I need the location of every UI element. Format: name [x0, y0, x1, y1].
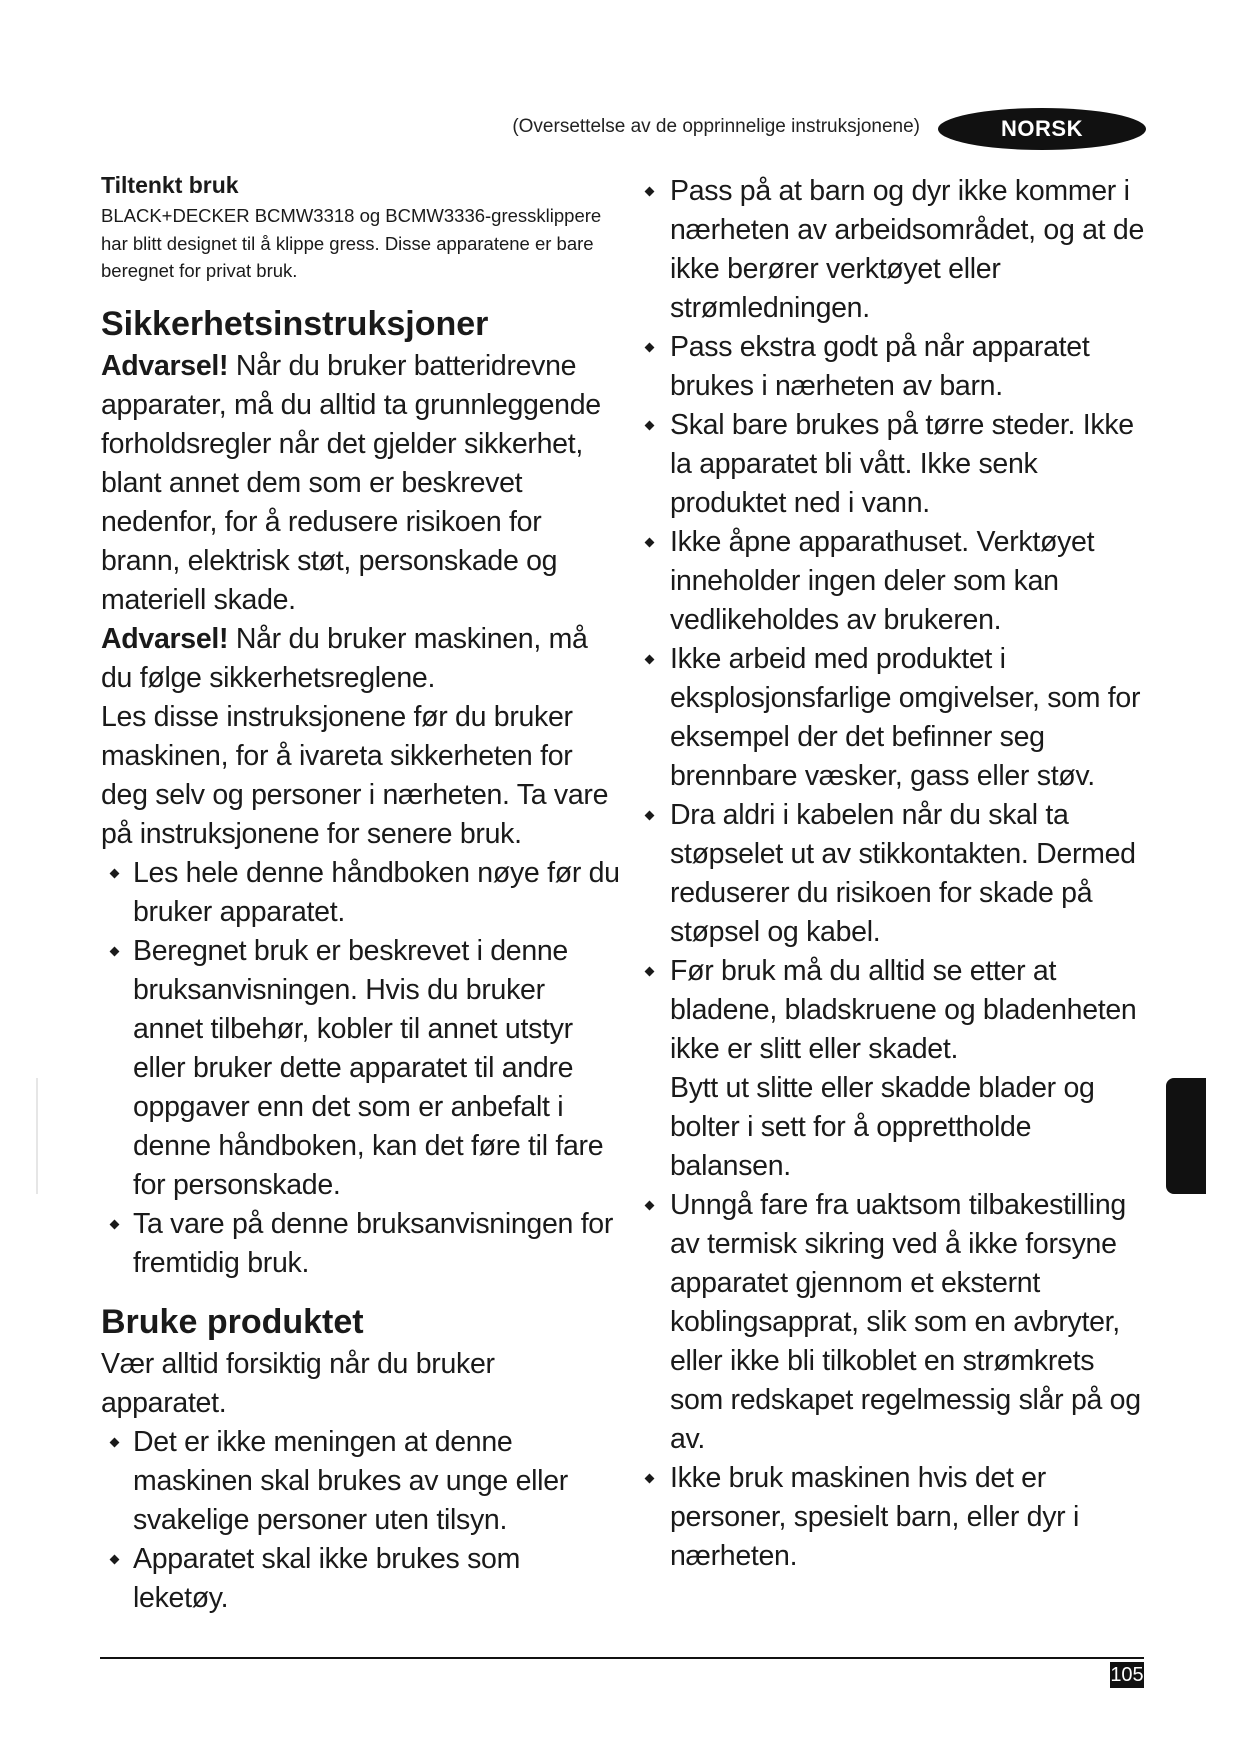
- diamond-bullet-icon: [110, 1554, 120, 1564]
- diamond-bullet-icon: [645, 538, 655, 548]
- using-title: Bruke produktet: [101, 1302, 364, 1341]
- list-item-text: Ikke bruk maskinen hvis det er personer, spesielt barn, eller dyr i nærheten.: [670, 1462, 1079, 1572]
- diamond-bullet-icon: [645, 1474, 655, 1484]
- safety-title: Sikkerhetsinstruksjoner: [101, 304, 489, 343]
- left-column: [101, 172, 621, 1618]
- diamond-bullet-icon: [645, 967, 655, 977]
- warning-2-label: Advarsel!: [101, 622, 229, 655]
- page-number: 105: [1110, 1662, 1144, 1688]
- diamond-bullet-icon: [645, 811, 655, 821]
- list-item-text: Les hele denne håndboken nøye før du bruker apparatet.: [133, 856, 620, 928]
- list-item: [642, 1459, 1147, 1576]
- list-item-text: Ikke arbeid med produktet i eksplosjonsfarlige omgivelser, som for eksempel der det befinner seg brennbare væsker, gass eller støv.: [670, 643, 1141, 792]
- diamond-bullet-icon: [110, 1437, 120, 1447]
- list-item-text: Beregnet bruk er beskrevet i denne bruksanvisningen. Hvis du bruker annet tilbehør, kobler til annet utstyr eller bruker dette apparatet til andre oppgaver enn det som er anbefalt i denne håndboken, kan det føre til fare for personskade.: [133, 934, 604, 1201]
- list-item: [642, 952, 1147, 1069]
- list-item-text: Apparatet skal ikke brukes som leketøy.: [133, 1542, 521, 1614]
- warning-1-label: Advarsel!: [101, 349, 229, 382]
- right-bullet-list-2: [642, 1186, 1147, 1576]
- list-item: [642, 523, 1147, 640]
- list-item: [642, 640, 1147, 796]
- list-item-text: Ikke åpne apparathuset. Verktøyet inneholder ingen deler som kan vedlikeholdes av brukeren.: [670, 526, 1095, 636]
- list-item-text: Det er ikke meningen at denne maskinen skal brukes av unge eller svakelige personer uten tilsyn.: [133, 1425, 568, 1536]
- list-item-text: Før bruk må du alltid se etter at bladene, bladskruene og bladenheten ikke er slitt eller skadet.: [670, 955, 1137, 1065]
- list-item: [642, 406, 1147, 523]
- diamond-bullet-icon: [110, 946, 120, 956]
- list-item-text: Pass på at barn og dyr ikke kommer i nærheten av arbeidsområdet, og at de ikke berører verktøyet eller strømledningen.: [670, 175, 1145, 324]
- list-item: [101, 932, 621, 1205]
- list-item: [101, 854, 621, 932]
- warning-2-text: Når du bruker maskinen, må du følge sikkerhetsreglene.: [101, 622, 588, 694]
- diamond-bullet-icon: [110, 868, 120, 878]
- right-column: [642, 172, 1147, 1576]
- section-thumb-tab: [1166, 1078, 1206, 1194]
- list-item: [101, 1205, 621, 1283]
- list-item: [642, 172, 1147, 328]
- list-item: [642, 1186, 1147, 1459]
- list-item: [642, 328, 1147, 406]
- diamond-bullet-icon: [645, 343, 655, 353]
- language-label: NORSK: [1001, 116, 1083, 141]
- list-item-text: Ta vare på denne bruksanvisningen for fremtidig bruk.: [133, 1207, 614, 1279]
- list-item-text: Skal bare brukes på tørre steder. Ikke la apparatet bli vått. Ikke senk produktet ned i vann.: [670, 409, 1134, 519]
- list-item: [101, 1540, 621, 1618]
- safety-paragraph: Les disse instruksjonene før du bruker maskinen, for å ivareta sikkerheten for deg selv og personer i nærheten. Ta vare på instruksjonene for senere bruk.: [101, 700, 609, 850]
- using-intro: Vær alltid forsiktig når du bruker apparatet.: [101, 1347, 495, 1419]
- language-badge: [938, 108, 1146, 150]
- blade-replacement-note: Bytt ut slitte eller skadde blader og bolter i sett for å opprettholde balansen.: [670, 1072, 1095, 1182]
- warning-1: [101, 347, 621, 620]
- safety-bullet-list: [101, 854, 621, 1283]
- header-subtitle: (Oversettelse av de opprinnelige instruksjonene): [512, 116, 920, 137]
- intended-use-text: BLACK+DECKER BCMW3318 og BCMW3336-gressklippere har blitt designet til å klippe gress. Disse apparatene er bare beregnet for privat bruk.: [101, 205, 602, 281]
- warning-1-text: Når du bruker batteridrevne apparater, må du alltid ta grunnleggende forholdsregler når det gjelder sikkerhet, blant annet dem som er beskrevet nedenfor, for å redusere risikoen for brann, elektrisk støt, personskade og materiell skade.: [101, 349, 601, 616]
- using-bullet-list: [101, 1423, 621, 1618]
- list-item-text: Unngå fare fra uaktsom tilbakestilling av termisk sikring ved å ikke forsyne apparatet gjennom et eksternt koblingsapprat, slik som en avbryter, eller ikke bli tilkoblet en strømkrets som redskapet regelmessig slår på og av.: [670, 1189, 1141, 1455]
- right-bullet-list: [642, 172, 1147, 1069]
- diamond-bullet-icon: [645, 1201, 655, 1211]
- scan-edge-mark: [36, 1078, 38, 1194]
- diamond-bullet-icon: [645, 187, 655, 197]
- list-item-text: Dra aldri i kabelen når du skal ta støpselet ut av stikkontakten. Dermed reduserer du risikoen for skade på støpsel og kabel.: [670, 799, 1136, 948]
- diamond-bullet-icon: [110, 1219, 120, 1229]
- list-item: [101, 1423, 621, 1540]
- list-item-text: Pass ekstra godt på når apparatet brukes i nærheten av barn.: [670, 331, 1090, 402]
- intended-use-title: Tiltenkt bruk: [101, 172, 239, 198]
- list-item: [642, 796, 1147, 952]
- diamond-bullet-icon: [645, 421, 655, 431]
- diamond-bullet-icon: [645, 655, 655, 665]
- footer-divider: [100, 1657, 1144, 1659]
- warning-2: [101, 620, 621, 698]
